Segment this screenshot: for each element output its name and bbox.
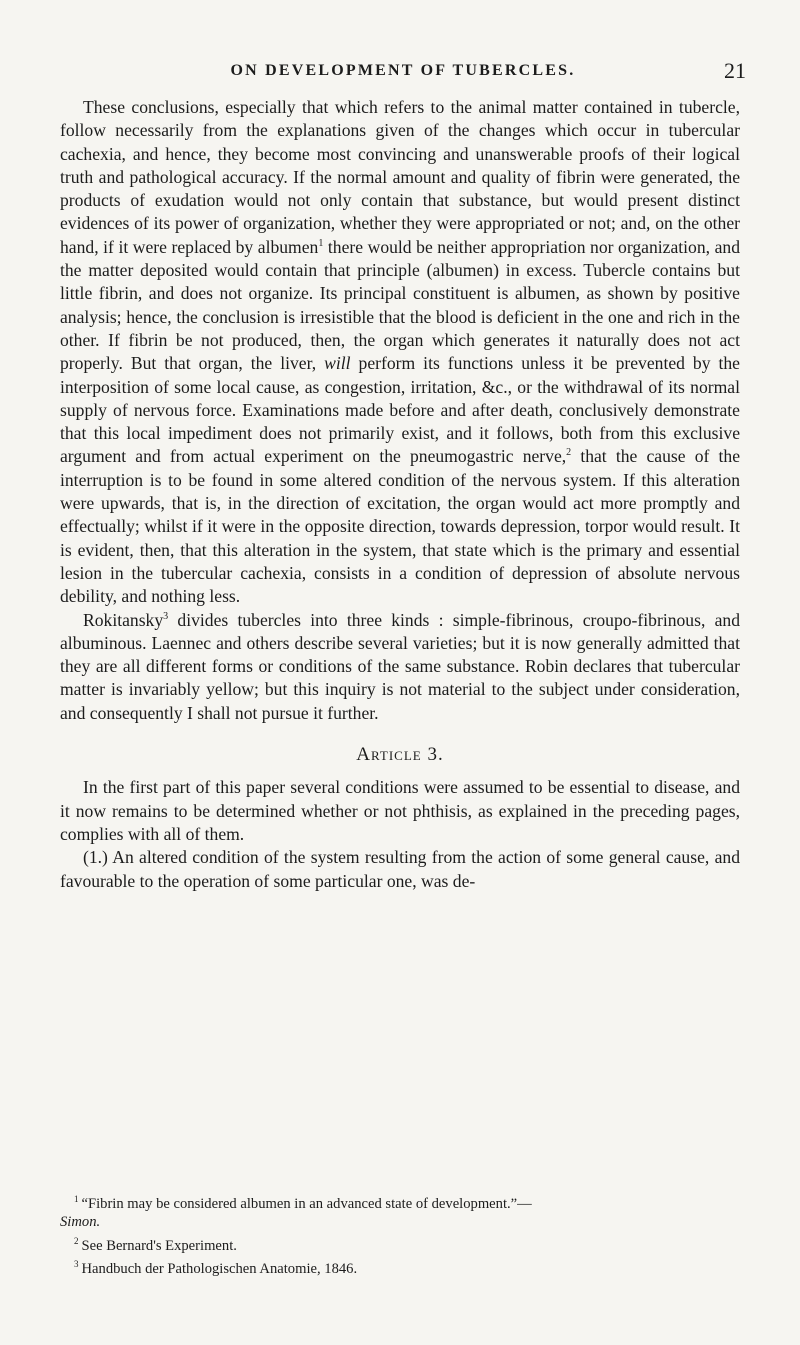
paragraph-first-part: In the first part of this paper several conditions were assumed to be essential to disease, and it now remains to be determined whether or not phthisis, as explained in the preceding pages, complies with all of them. (60, 777, 740, 844)
footnote-1: $^1$ “Fibrin may be considered albumen in an advanced state of development.”— (74, 1194, 532, 1212)
paragraph-conclusions: These conclusions, especially that which refers to the animal matter contained in tubercle, follow necessarily from the explanations given of the changes which occur in tubercular cachexia, and hence, they become most convincing and unanswerable proofs of their logical truth and pathological accuracy. If the normal amount and quality of fibrin were generated, the products of exudation would not only contain that substance, but would present distinct evidences of its power of organization, whether they were appropriated or not; and, on the other hand, if it were replaced by albumen$^1$ there would be neither appropriation nor organization, and the matter deposited would contain that principle (albumen) in excess. Tubercle contains but little fibrin, and does not organize. Its principal constituent is albumen, as shown by positive analysis; hence, the conclusion is irresistible that the blood is deficient in the one and rich in the other. If fibrin be not produced, then, the organ which generates it naturally does not act properly. But that organ, the liver, will perform its functions unless it be prevented by the interposition of some local cause, as congestion, irritation, &c., or the withdrawal of its normal supply of nervous force. Examinations made before and after death, conclusively demonstrate that this local impediment does not primarily exist, and it follows, both from this exclusive argument and from actual experiment on the pneumogastric nerve,$^2$ that the cause of the interruption is to be found in some altered condition of the nervous system. If this alteration were upwards, that is, in the direction of excitation, the organ would act more promptly and effectually; whilst if it were in the opposite direction, towards depression, torpor would result. It is evident, then, that this alteration in the system, that state which is the primary and essential lesion in the tubercular cachexia, consists in a condition of depression of absolute nervous debility, and nothing less. (60, 97, 741, 607)
running-head (60, 58, 746, 88)
footnote-ref-3: 3 (163, 610, 169, 622)
footnotes (60, 1190, 740, 1279)
article-heading: Article 3. (356, 744, 444, 766)
footnote-1-source: Simon. (60, 1214, 101, 1231)
footnote-ref-1: 1 (318, 237, 324, 249)
footnote-3: $^3$ Handbuch der Pathologischen Anatomie, 1846. (74, 1259, 358, 1278)
page-number: 21 (724, 58, 746, 83)
body-text (60, 96, 740, 893)
emphasis-will: will (324, 353, 351, 374)
footnote-ref-2: 2 (566, 447, 572, 459)
footnote-2: $^2$ See Bernard's Experiment. (74, 1235, 237, 1254)
paragraph-altered-condition: (1.) An altered condition of the system resulting from the action of some general cause, and favourable to the operation of some particular one, was de- (60, 847, 740, 891)
running-head-title: ON DEVELOPMENT OF TUBERCLES. (230, 62, 576, 79)
paragraph-rokitansky: Rokitansky$^3$ divides tubercles into three kinds : simple-fibrinous, croupo-fibrinous, and albuminous. Laennec and others describe several varieties; but it is now generally admitted that they are all different forms or conditions of the same substance. Robin declares that tubercular matter is invariably yellow; but this inquiry is not material to the subject under consideration, and consequently I shall not pursue it further. (60, 609, 740, 723)
